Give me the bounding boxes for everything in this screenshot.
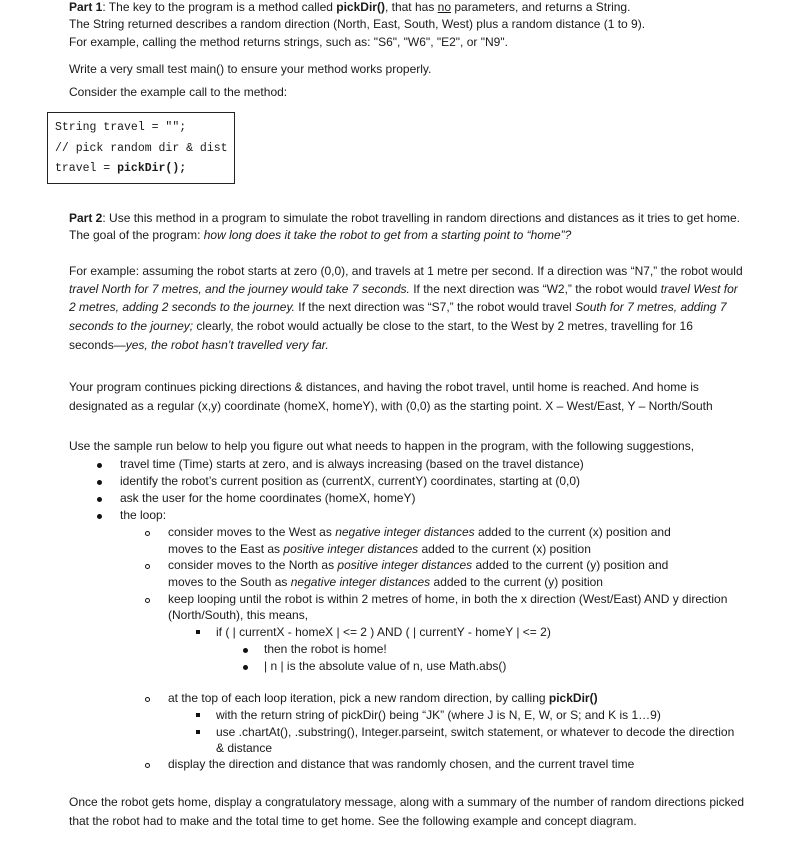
decode-note-1: use .chartAt(), .substring(), Integer.parseint, switch statement, or whatever to decode the direction — [216, 725, 735, 739]
part1-line4: Write a very small test main() to ensure your method works properly. — [69, 62, 432, 76]
part2-line2: The goal of the program: how long does it take the robot to get from a starting point to “home”? — [69, 228, 572, 242]
code-example-box — [47, 112, 235, 184]
example-line4: seconds to the journey; clearly, the robot would actually be close to the start, to the West by 2 metres, travelling for 16 — [69, 319, 693, 333]
circle-bullet-icon — [145, 598, 150, 603]
bullet-icon — [97, 497, 102, 502]
part1-line2: The String returned describes a random direction (North, East, South, West) plus a random distance (1 to 9). — [69, 17, 646, 31]
suggestion-3: ask the user for the home coordinates (homeX, homeY) — [120, 491, 416, 505]
example-line1: For example: assuming the robot starts at zero (0,0), and travels at 1 metre per second. If a direction was “N7,” the robot would — [69, 264, 743, 278]
part1-line1: Part 1: The key to the program is a method called pickDir(), that has no parameters, and returns a String. — [69, 0, 631, 14]
example-line3: 2 metres, adding 2 seconds to the journey. If the next direction was “S7,” the robot would travel South for 7 metres, adding 7 — [69, 300, 727, 314]
bullet-icon — [97, 480, 102, 485]
loop-condition-1: keep looping until the robot is within 2 metres of home, in both the x direction (West/East) AND y direction — [168, 592, 728, 606]
example-line5: seconds—yes, the robot hasn’t travelled very far. — [69, 338, 329, 352]
circle-bullet-icon — [145, 531, 150, 536]
part1-line3: For example, calling the method returns strings, such as: "S6", "W6", "E2", or "N9". — [69, 35, 508, 49]
part2-label: Part 2 — [69, 211, 103, 225]
square-bullet-icon — [196, 713, 200, 717]
home-condition: if ( | currentX - homeX | <= 2 ) AND ( | currentY - homeY | <= 2) — [216, 625, 551, 639]
code-line-3: travel = pickDir(); — [55, 162, 187, 175]
loop-west-east-2: moves to the East as positive integer distances added to the current (x) position — [168, 542, 591, 556]
bullet-icon — [243, 648, 248, 653]
code-line-1: String travel = ""; — [55, 121, 187, 134]
bullet-icon — [97, 463, 102, 468]
suggestion-1: travel time (Time) starts at zero, and is always increasing (based on the travel distance) — [120, 457, 584, 471]
square-bullet-icon — [196, 730, 200, 734]
home-result: then the robot is home! — [264, 642, 387, 656]
square-bullet-icon — [196, 630, 200, 634]
example-line2: travel North for 7 metres, and the journey would take 7 seconds. If the next direction was “W2,” the robot would travel West for — [69, 282, 738, 296]
return-string-note: with the return string of pickDir() being “JK” (where J is N, E, W, or S; and K is 1…9) — [216, 708, 661, 722]
loop-north-south-1: consider moves to the North as positive integer distances added to the current (y) position and — [168, 558, 669, 572]
circle-bullet-icon — [145, 697, 150, 702]
part1-line5: Consider the example call to the method: — [69, 85, 288, 99]
sample-intro: Use the sample run below to help you figure out what needs to happen in the program, with the following suggestions, — [69, 439, 695, 453]
code-line-2: // pick random dir & dist — [55, 142, 228, 155]
bullet-icon — [243, 665, 248, 670]
closing-line1: Once the robot gets home, display a congratulatory message, along with a summary of the number of random directions picked — [69, 795, 745, 809]
part1-label: Part 1 — [69, 0, 103, 14]
decode-note-2: & distance — [216, 741, 273, 755]
circle-bullet-icon — [145, 564, 150, 569]
abs-value-note: | n | is the absolute value of n, use Math.abs() — [264, 659, 507, 673]
loop-north-south-2: moves to the South as negative integer distances added to the current (y) position — [168, 575, 603, 589]
suggestion-2: identify the robot’s current position as (currentX, currentY) coordinates, starting at (0,0) — [120, 474, 580, 488]
loop-para-line1: Your program continues picking directions & distances, and having the robot travel, until home is reached. And home is — [69, 380, 699, 394]
suggestion-4: the loop: — [120, 508, 167, 522]
bullet-icon — [97, 514, 102, 519]
circle-bullet-icon — [145, 763, 150, 768]
closing-line2: that the robot had to make and the total time to get home. See the following example and concept diagram. — [69, 814, 637, 828]
loop-condition-2: (North/South), this means, — [168, 608, 309, 622]
loop-west-east-1: consider moves to the West as negative integer distances added to the current (x) position and — [168, 525, 671, 539]
loop-para-line2: designated as a regular (x,y) coordinate (homeX, homeY), with (0,0) as the starting point. X – West/East, Y – North/South — [69, 399, 713, 413]
display-step: display the direction and distance that was randomly chosen, and the current travel time — [168, 757, 635, 771]
pick-direction-step: at the top of each loop iteration, pick a new random direction, by calling pickDir() — [168, 691, 598, 705]
part2-line1: Part 2: Use this method in a program to simulate the robot travelling in random directions and distances as it tries to get home. — [69, 211, 741, 225]
